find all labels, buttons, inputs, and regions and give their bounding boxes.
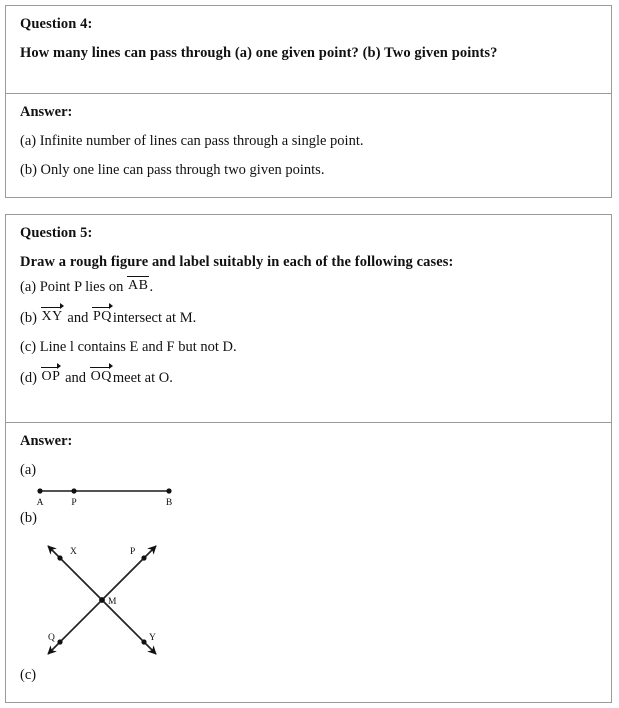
item-a-post: . xyxy=(149,279,154,295)
point-a-dot xyxy=(37,488,42,493)
item-b-mid: and xyxy=(67,309,89,326)
point-x-dot xyxy=(57,555,62,560)
vector-xy-notation: XY xyxy=(41,308,63,324)
question-5-item-d xyxy=(20,370,597,386)
question-4-answer-b: (b) Only one line can pass through two given points. xyxy=(20,162,325,178)
question-4-box xyxy=(5,5,612,198)
item-d-post: meet at O. xyxy=(112,369,173,386)
item-c-pre: Line l contains E and F but not D. xyxy=(39,339,237,355)
item-c-marker: (c) xyxy=(20,339,37,355)
point-p-dot-cross xyxy=(141,555,146,560)
answer-label-b: (b) xyxy=(20,510,37,526)
vector-pq-notation: PQ xyxy=(92,308,112,324)
point-b-dot xyxy=(166,488,171,493)
vector-op-notation: OP xyxy=(41,368,61,384)
point-y-label: Y xyxy=(149,632,156,643)
question-5-answer-section xyxy=(6,422,611,702)
question-5-item-a xyxy=(20,279,597,295)
point-x-label: X xyxy=(70,546,77,557)
question-5-box xyxy=(5,214,612,703)
point-p-label: P xyxy=(71,498,77,508)
point-b-label: B xyxy=(165,498,173,508)
question-5-item-c xyxy=(20,340,597,355)
item-d-mid: and xyxy=(65,369,87,386)
item-b-post: intersect at M. xyxy=(112,309,197,326)
point-a-label: A xyxy=(36,498,44,508)
question-4-prompt-section xyxy=(6,6,611,93)
answer-label-c: (c) xyxy=(20,666,37,683)
item-b-marker: (b) xyxy=(20,309,37,326)
question-5-prompt-section xyxy=(6,215,611,422)
question-5-answer-heading: Answer: xyxy=(20,433,73,449)
point-p-label-cross: P xyxy=(130,546,136,557)
question-4-heading: Question 4: xyxy=(20,16,93,32)
point-q-label: Q xyxy=(48,632,55,643)
question-4-answer-heading: Answer: xyxy=(20,104,73,120)
point-p-dot xyxy=(71,488,76,493)
question-5-heading: Question 5: xyxy=(20,225,93,241)
answer-label-a: (a) xyxy=(20,461,37,478)
item-a-pre: Point P lies on xyxy=(39,279,124,295)
point-m-label: M xyxy=(108,596,117,607)
point-m-dot xyxy=(99,597,105,603)
question-5-text: Draw a rough figure and label suitably in each of the following cases: xyxy=(20,253,454,270)
vector-oq-notation: OQ xyxy=(90,368,112,384)
item-a-marker: (a) xyxy=(20,279,37,295)
point-y-dot xyxy=(141,639,146,644)
figure-intersecting-lines-xy-pq xyxy=(30,532,180,668)
question-4-answer-section xyxy=(6,93,611,197)
segment-ab-notation: AB xyxy=(128,278,149,293)
question-5-item-b xyxy=(20,310,597,326)
question-4-answer-a: (a) Infinite number of lines can pass through a single point. xyxy=(20,132,364,149)
item-d-marker: (d) xyxy=(20,369,37,386)
question-4-text: How many lines can pass through (a) one given point? (b) Two given points? xyxy=(20,44,498,61)
point-q-dot xyxy=(57,639,62,644)
figure-segment-apb xyxy=(30,483,200,509)
